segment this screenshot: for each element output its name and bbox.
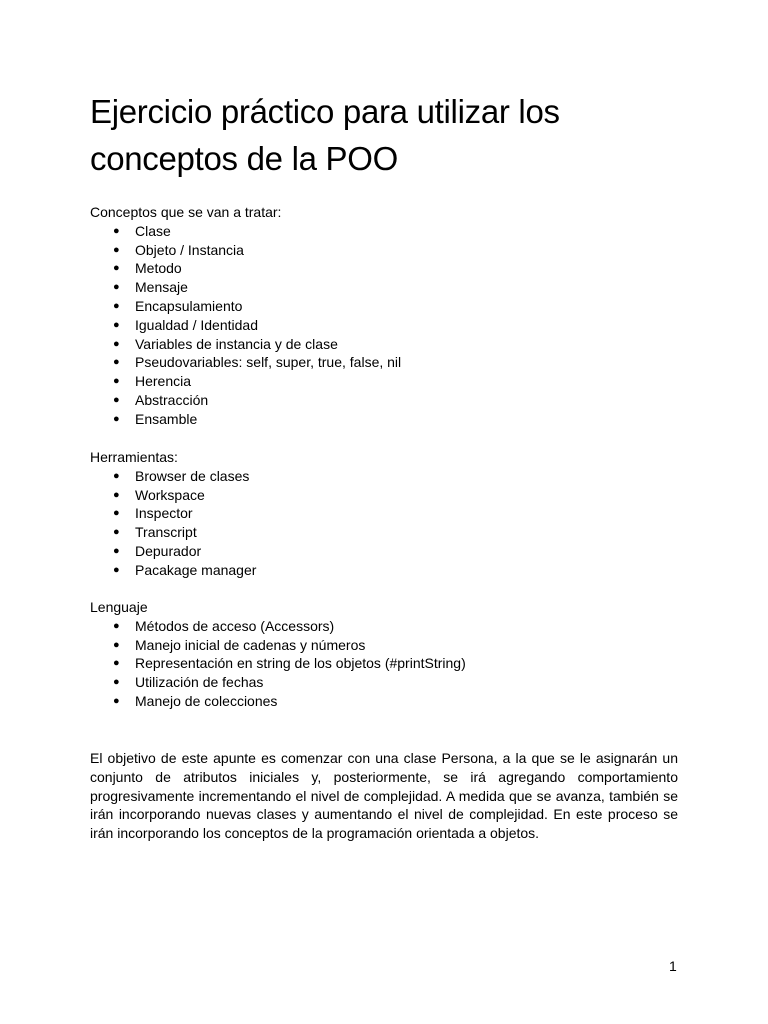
list-item-label: Abstracción (135, 391, 209, 408)
list-item (90, 259, 401, 278)
list-item-label: Manejo inicial de cadenas y números (135, 636, 366, 653)
list-item-label: Transcript (135, 524, 197, 541)
bullet-icon: ● (113, 488, 120, 501)
section-heading: Conceptos que se van a tratar: (90, 204, 282, 220)
bullet-icon: ● (113, 356, 120, 369)
body-paragraph: El objetivo de este apunte es comenzar con una clase Persona, a la que se le asignarán un conjunto de atributos iniciales y, posteriormente, se irá agregando comportamiento progresivamente incrementando el nivel de complejidad. A medida que se avanza, también se irán incorporando nuevas clases y aumentando el nivel de complejidad. En este proceso se irán incorporando los conceptos de la programación orientada a objetos. (90, 750, 678, 842)
bullet-icon: ● (113, 224, 120, 237)
list-item (90, 335, 401, 354)
section-heading: Lenguaje (90, 599, 148, 615)
list-item-label: Encapsulamiento (135, 297, 243, 314)
list-item (90, 617, 466, 636)
section-lenguaje (90, 598, 466, 711)
bullet-icon: ● (113, 657, 120, 670)
list-item-label: Representación en string de los objetos (#printString) (135, 655, 466, 672)
bullet-icon: ● (113, 281, 120, 294)
list-item (90, 542, 256, 561)
list-item (90, 467, 256, 486)
page-number: 1 (669, 958, 677, 974)
list-item (90, 692, 466, 711)
list-item-label: Métodos de acceso (Accessors) (135, 617, 335, 634)
bullet-icon: ● (113, 619, 120, 632)
list-item-label: Ensamble (135, 410, 198, 427)
list-item-label: Manejo de colecciones (135, 692, 278, 709)
list-item-label: Herencia (135, 373, 192, 390)
list-item (90, 316, 401, 335)
list-item (90, 636, 466, 655)
list-item (90, 673, 466, 692)
bullet-icon: ● (113, 337, 120, 350)
bullet-icon: ● (113, 318, 120, 331)
list-item-label: Utilización de fechas (135, 674, 264, 691)
bullet-icon: ● (113, 299, 120, 312)
list-item (90, 222, 401, 241)
document-title: Ejercicio práctico para utilizar los conceptos de la POO (90, 93, 560, 177)
bullet-icon: ● (113, 563, 120, 576)
list-item-label: Objeto / Instancia (135, 241, 244, 258)
bullet-list (90, 617, 466, 711)
bullet-icon: ● (113, 676, 120, 689)
list-item-label: Clase (135, 222, 171, 239)
bullet-icon: ● (113, 694, 120, 707)
list-item (90, 486, 256, 505)
bullet-list (90, 222, 401, 429)
bullet-list (90, 467, 256, 580)
section-conceptos (90, 203, 401, 429)
list-item-label: Pacakage manager (135, 561, 257, 578)
section-herramientas (90, 448, 256, 580)
bullet-icon: ● (113, 393, 120, 406)
list-item (90, 654, 466, 673)
bullet-icon: ● (113, 526, 120, 539)
bullet-icon: ● (113, 375, 120, 388)
list-item (90, 410, 401, 429)
list-item-label: Inspector (135, 505, 193, 522)
bullet-icon: ● (113, 412, 120, 425)
list-item (90, 504, 256, 523)
bullet-icon: ● (113, 638, 120, 651)
list-item (90, 561, 256, 580)
list-item-label: Metodo (135, 260, 182, 277)
bullet-icon: ● (113, 507, 120, 520)
bullet-icon: ● (113, 469, 120, 482)
list-item (90, 297, 401, 316)
list-item-label: Mensaje (135, 279, 188, 296)
bullet-icon: ● (113, 243, 120, 256)
list-item (90, 353, 401, 372)
list-item (90, 523, 256, 542)
list-item (90, 372, 401, 391)
list-item-label: Browser de clases (135, 467, 250, 484)
section-heading: Herramientas: (90, 449, 178, 465)
bullet-icon: ● (113, 544, 120, 557)
list-item-label: Depurador (135, 542, 202, 559)
list-item-label: Igualdad / Identidad (135, 316, 258, 333)
list-item-label: Pseudovariables: self, super, true, false, nil (135, 354, 402, 371)
bullet-icon: ● (113, 262, 120, 275)
list-item-label: Workspace (135, 486, 205, 503)
list-item (90, 241, 401, 260)
list-item-label: Variables de instancia y de clase (135, 335, 338, 352)
list-item (90, 391, 401, 410)
list-item (90, 278, 401, 297)
